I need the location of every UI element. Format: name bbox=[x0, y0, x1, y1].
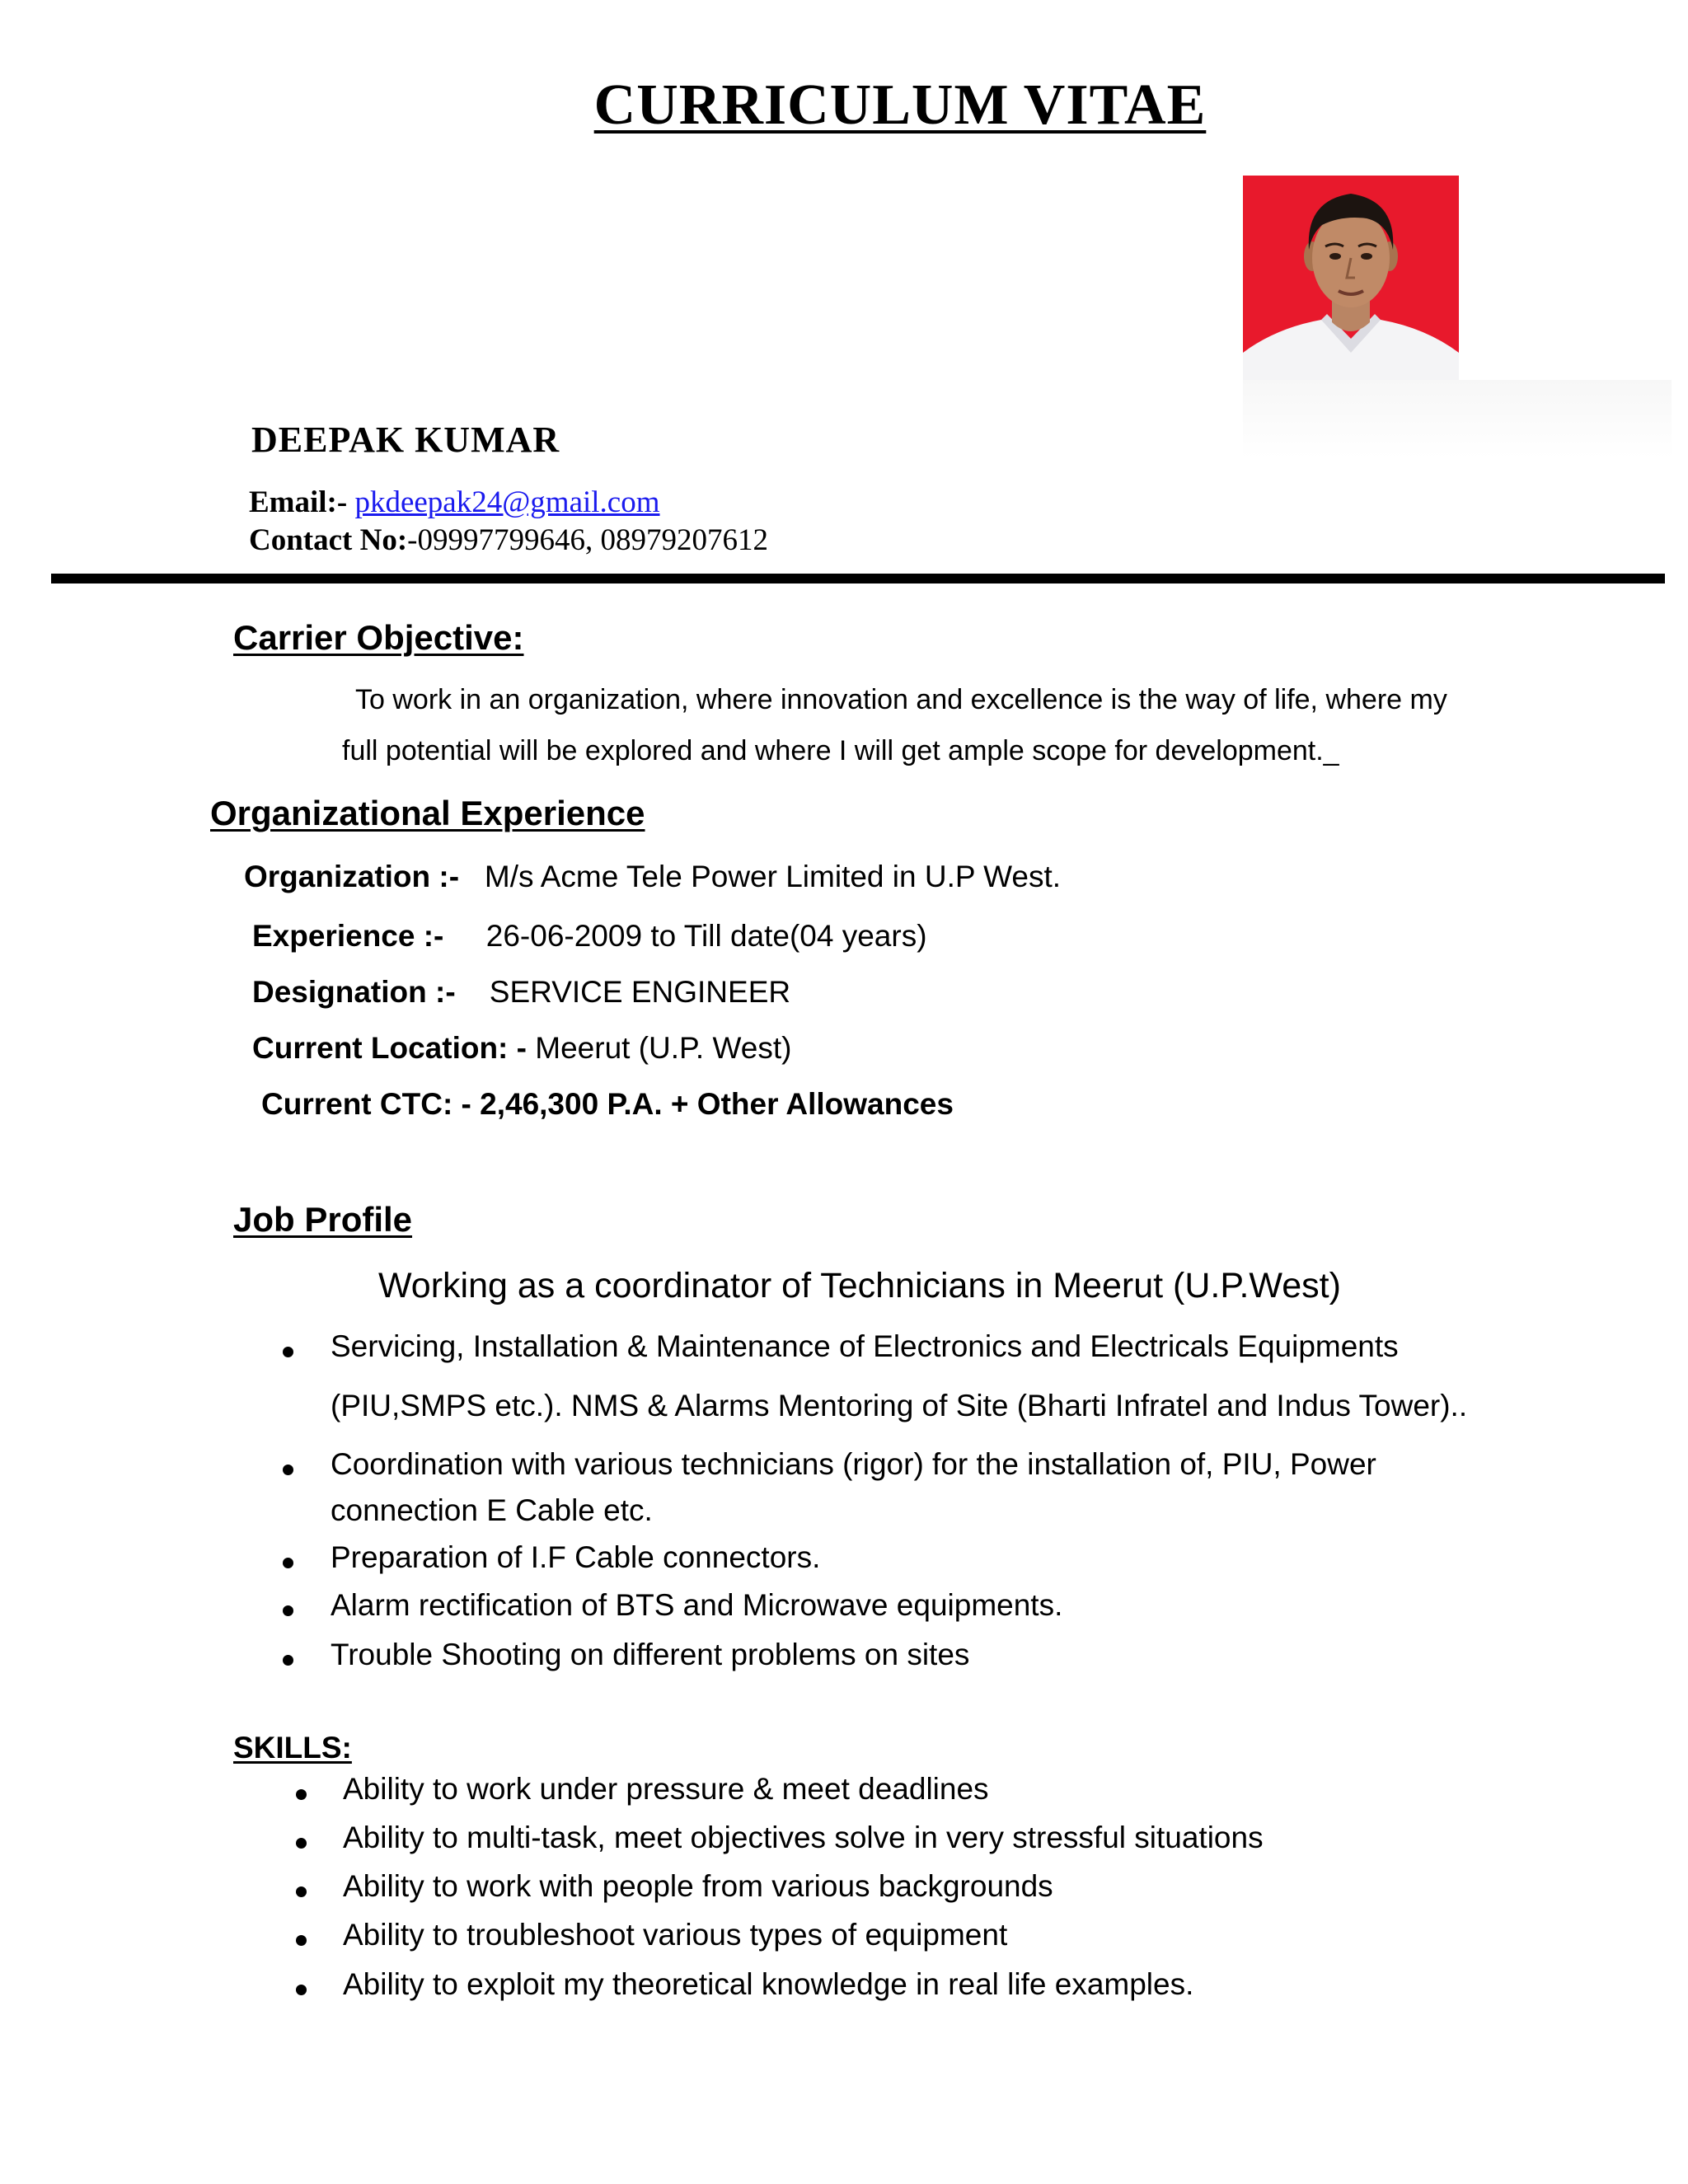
objective-heading: Carrier Objective: bbox=[233, 618, 524, 657]
location-row bbox=[252, 1031, 791, 1066]
skill-item-4: Ability to troubleshoot various types of equipment bbox=[343, 1918, 1008, 1952]
designation-label: Designation :- bbox=[252, 975, 456, 1009]
objective-text-line-2: full potential will be explored and where I will get ample scope for development._ bbox=[342, 735, 1339, 766]
job-item-2-line-2: connection E Cable etc. bbox=[331, 1493, 653, 1527]
bullet-icon bbox=[283, 1465, 293, 1475]
bullet-icon bbox=[296, 1886, 307, 1897]
experience-row bbox=[252, 919, 927, 954]
email-label: Email:- bbox=[249, 485, 348, 519]
person-name: DEEPAK KUMAR bbox=[251, 419, 560, 460]
bullet-icon bbox=[296, 1838, 307, 1849]
person-photo-icon bbox=[1243, 176, 1459, 380]
document-title: CURRICULUM VITAE bbox=[593, 73, 1207, 137]
skills-heading: SKILLS: bbox=[233, 1731, 352, 1765]
location-value: Meerut (U.P. West) bbox=[535, 1031, 792, 1065]
profile-photo bbox=[1243, 176, 1459, 380]
job-item-1-line-1: Servicing, Installation & Maintenance of Electronics and Electricals Equipments bbox=[331, 1329, 1399, 1363]
skill-item-5: Ability to exploit my theoretical knowledge in real life examples. bbox=[343, 1967, 1194, 2001]
job-item-4: Alarm rectification of BTS and Microwave equipments. bbox=[331, 1588, 1063, 1622]
designation-row bbox=[252, 975, 790, 1010]
organization-row bbox=[244, 860, 1061, 894]
section-divider bbox=[51, 574, 1665, 583]
experience-label: Experience :- bbox=[252, 919, 444, 953]
skill-item-3: Ability to work with people from various backgrounds bbox=[343, 1869, 1053, 1903]
job-item-3: Preparation of I.F Cable connectors. bbox=[331, 1540, 821, 1574]
bullet-icon bbox=[283, 1655, 293, 1666]
email-link[interactable]: pkdeepak24@gmail.com bbox=[354, 485, 660, 519]
bullet-icon bbox=[296, 1935, 307, 1946]
job-item-2-line-1: Coordination with various technicians (rigor) for the installation of, PIU, Power bbox=[331, 1447, 1376, 1481]
ctc-row: Current CTC: - 2,46,300 P.A. + Other Allowances bbox=[261, 1087, 954, 1121]
job-profile-heading: Job Profile bbox=[233, 1200, 413, 1239]
contact-row bbox=[249, 523, 768, 558]
bullet-icon bbox=[283, 1558, 293, 1568]
bullet-icon bbox=[296, 1789, 307, 1800]
location-label: Current Location: - bbox=[252, 1031, 527, 1065]
skill-item-2: Ability to multi-task, meet objectives solve in very stressful situations bbox=[343, 1821, 1264, 1854]
job-item-1-line-2: (PIU,SMPS etc.). NMS & Alarms Mentoring of Site (Bharti Infratel and Indus Tower).. bbox=[331, 1389, 1468, 1422]
designation-value: SERVICE ENGINEER bbox=[489, 975, 791, 1009]
bullet-icon bbox=[283, 1347, 293, 1357]
organization-value: M/s Acme Tele Power Limited in U.P West. bbox=[484, 860, 1062, 893]
experience-value: 26-06-2009 to Till date(04 years) bbox=[485, 919, 927, 953]
objective-text-line-1: To work in an organization, where innovation and excellence is the way of life, where my bbox=[355, 684, 1447, 715]
contact-label: Contact No: bbox=[249, 523, 408, 557]
email-row bbox=[249, 485, 660, 520]
photo-shadow bbox=[1243, 380, 1672, 458]
bullet-icon bbox=[283, 1605, 293, 1616]
organization-label: Organization :- bbox=[244, 860, 460, 893]
bullet-icon bbox=[296, 1985, 307, 1995]
contact-numbers: -09997799646, 08979207612 bbox=[407, 523, 768, 557]
job-item-5: Trouble Shooting on different problems on sites bbox=[331, 1638, 970, 1671]
job-summary: Working as a coordinator of Technicians in Meerut (U.P.West) bbox=[378, 1266, 1341, 1305]
skill-item-1: Ability to work under pressure & meet deadlines bbox=[343, 1772, 989, 1806]
experience-heading: Organizational Experience bbox=[210, 794, 645, 832]
